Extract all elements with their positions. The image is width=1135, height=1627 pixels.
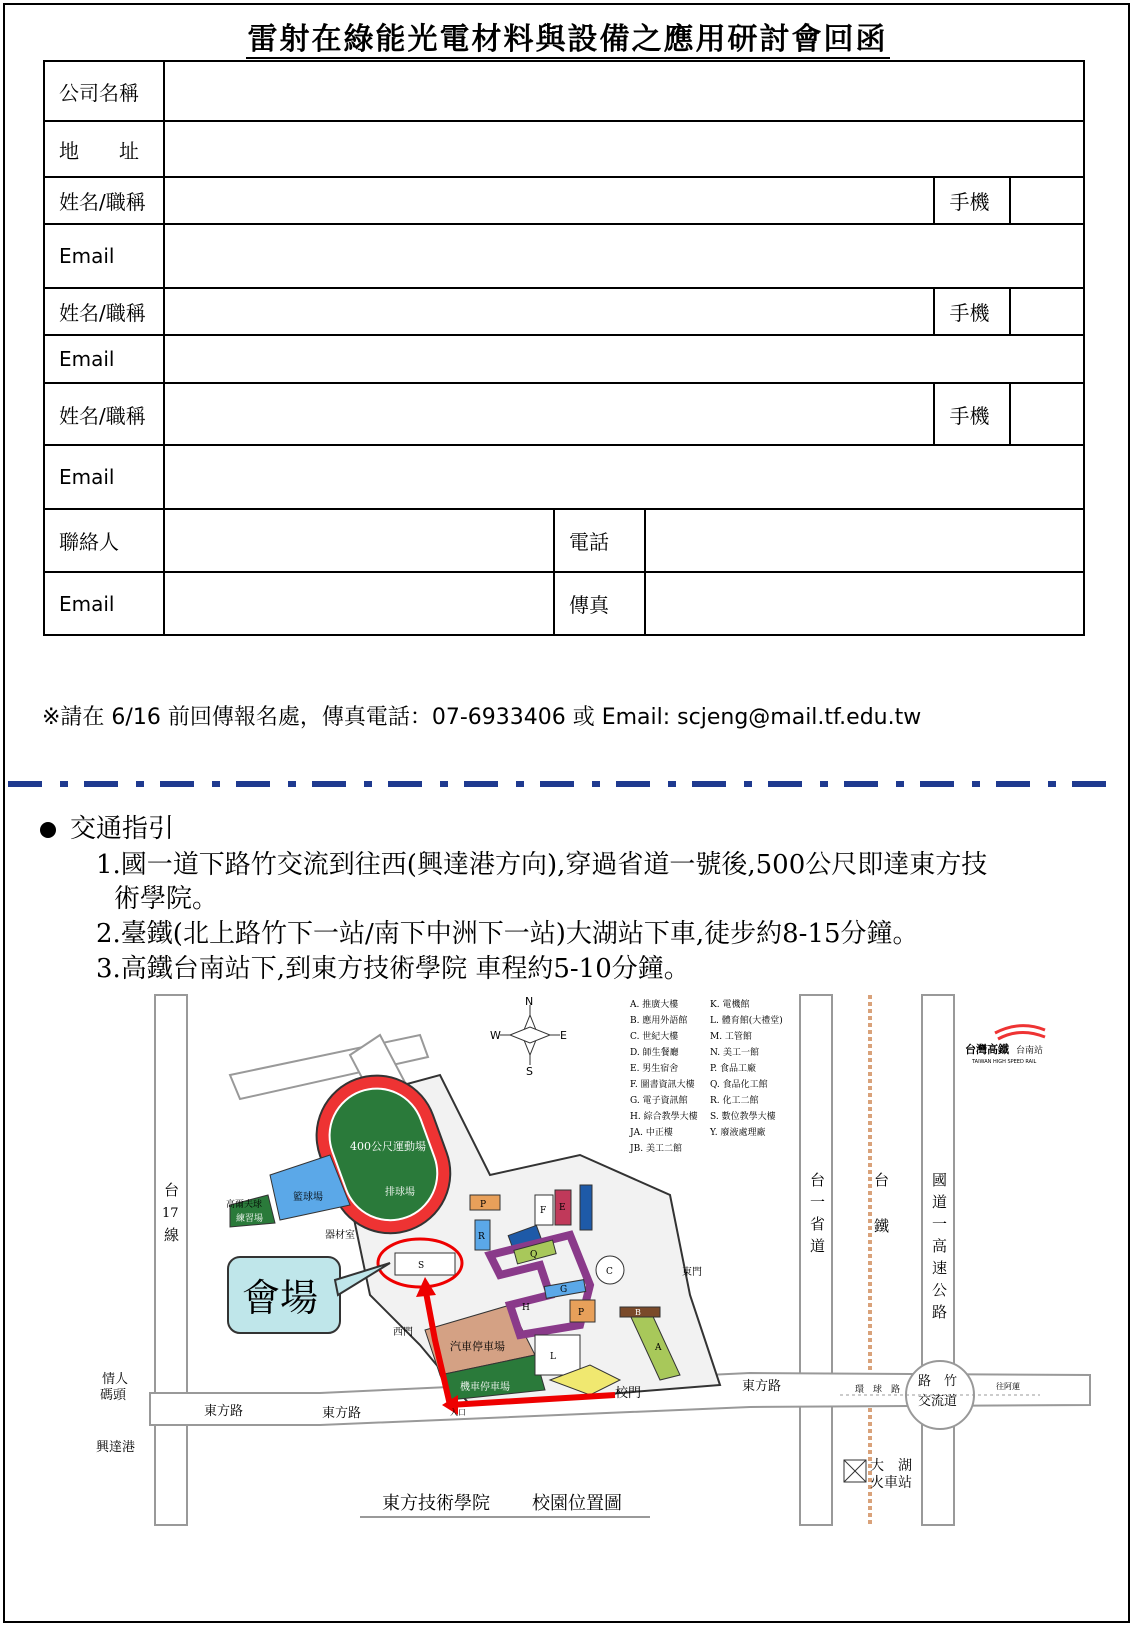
hwy-label-5: 速 (932, 1259, 948, 1277)
main-gate-label: 校門 (615, 1386, 642, 1401)
legend-item: P. 食品工廠 (710, 1064, 756, 1074)
road-17-label-2: 17 (162, 1206, 179, 1221)
west-gate-label: 西門 (393, 1327, 413, 1338)
building-f-label: F (540, 1206, 547, 1216)
registration-form (43, 60, 1085, 636)
hsr-logo-icon (995, 1026, 1045, 1039)
traffic-step-2: 2.臺鐵(北上路竹下一站/南下中洲下一站)大湖站下車,徒步約8-15分鐘。 (96, 919, 919, 949)
traffic-heading: 交通指引 (40, 808, 174, 845)
email-label-1: Email (44, 224, 164, 288)
legend-item: H. 綜合教學大樓 (630, 1112, 698, 1122)
building-a-label: A (655, 1343, 662, 1353)
compass-icon (500, 1005, 560, 1065)
east-gate-label: 東門 (682, 1267, 702, 1278)
name-title-field-2[interactable] (164, 288, 934, 335)
road1-label-1: 台 (810, 1171, 826, 1189)
building-p-label: P (578, 1308, 585, 1318)
xingda-label: 興達港 (96, 1440, 136, 1455)
pier-label: 碼頭 (100, 1388, 127, 1403)
entrance-label: 入口 (450, 1408, 466, 1417)
building-p-top-label: P (480, 1200, 487, 1210)
hwy-label-4: 高 (932, 1237, 948, 1255)
traffic-step-1: 1.國一道下路竹交流到往西(興達港方向),穿過省道一號後,500公尺即達東方技 (96, 850, 988, 880)
road-17 (155, 995, 187, 1525)
building-g-label: G (560, 1285, 568, 1295)
building-q-label: Q (530, 1250, 538, 1260)
compass-e: E (560, 1029, 567, 1042)
mobile-field-3[interactable] (1010, 383, 1084, 445)
email-field-1[interactable] (164, 224, 1084, 288)
car-parking-label: 汽車停車場 (450, 1340, 505, 1353)
hsr-logo-text: 台灣高鐵 (965, 1043, 1009, 1056)
hsr-station-text: 台南站 (1016, 1046, 1044, 1056)
contact-field[interactable] (164, 509, 554, 572)
legend-item: A. 推廣大樓 (630, 1000, 679, 1010)
building-legend (629, 998, 783, 1154)
volleyball-label: 排球場 (385, 1187, 415, 1198)
fax-field[interactable] (645, 572, 1084, 635)
hwy-label-6: 公 (932, 1281, 948, 1299)
legend-item: M. 工管館 (710, 1032, 752, 1042)
road-17-label-1: 台 (164, 1181, 180, 1199)
legend-item: JA. 中正樓 (630, 1128, 673, 1138)
track-label: 400公尺運動場 (350, 1140, 426, 1153)
name-title-field-3[interactable] (164, 383, 934, 445)
hwy-label-7: 路 (932, 1303, 948, 1321)
hsr-en-text: TAIWAN HIGH SPEED RAIL (972, 1059, 1037, 1065)
venue-label: 會場 (242, 1276, 319, 1320)
email-field-2[interactable] (164, 335, 1084, 383)
dongfang-road-label-1: 東方路 (204, 1404, 244, 1419)
company-label: 公司名稱 (44, 61, 164, 121)
building-l (535, 1335, 580, 1375)
building-b-label: B (635, 1308, 641, 1317)
interchange-label: 交流道 (918, 1394, 958, 1409)
equipment-label: 器材室 (325, 1230, 355, 1241)
road-provincial-1 (800, 995, 832, 1525)
legend-item: F. 圖書資訊大樓 (630, 1080, 695, 1090)
dongfang-road-label-2: 東方路 (322, 1406, 362, 1421)
dongfang-road-label-3: 東方路 (742, 1379, 782, 1394)
address-field[interactable] (164, 121, 1084, 177)
traffic-step-1-cont: 術學院。 (114, 884, 219, 914)
building-c-label: C (606, 1267, 613, 1277)
caption-map: 校園位置圖 (532, 1493, 622, 1514)
luzhu-label: 路 竹 (918, 1374, 958, 1389)
legend-item: K. 電機館 (710, 1000, 750, 1010)
hwy-label-2: 道 (932, 1193, 948, 1211)
rail-label-2: 鐵 (874, 1217, 890, 1235)
legend-item: G. 電子資訊館 (630, 1096, 688, 1106)
legend-item: Y. 廢液處理廠 (710, 1128, 766, 1138)
email-field-3[interactable] (164, 445, 1084, 509)
building-e-label: E (559, 1203, 566, 1213)
building-l-label: L (550, 1352, 556, 1362)
email-label-4: Email (44, 572, 164, 635)
legend-item: JB. 美工二館 (630, 1144, 682, 1154)
legend-item: D. 師生餐廳 (630, 1048, 679, 1058)
email-label-2: Email (44, 335, 164, 383)
legend-item: B. 應用外語館 (630, 1016, 688, 1026)
name-title-label-1: 姓名/職稱 (44, 177, 164, 224)
road1-label-3: 省 (810, 1215, 826, 1233)
rail-label-1: 台 (874, 1171, 890, 1189)
traffic-step-3: 3.高鐵台南站下,到東方技術學院 車程約5-10分鐘。 (96, 954, 690, 984)
legend-item: L. 體育館(大禮堂) (710, 1016, 783, 1026)
hwy-label-3: 一 (932, 1215, 948, 1233)
to-alian-label: 往阿蓮 (996, 1382, 1020, 1391)
name-title-label-3: 姓名/職稱 (44, 383, 164, 445)
legend-item: R. 化工二館 (710, 1096, 759, 1106)
dahu-label-1: 大 湖 (870, 1458, 912, 1474)
ring-road-label: 環 球 路 (855, 1385, 901, 1395)
phone-field[interactable] (645, 509, 1084, 572)
legend-item: N. 美工一館 (710, 1048, 760, 1058)
address-label: 地 址 (44, 121, 164, 177)
campus-map (96, 995, 1090, 1525)
mobile-label-3: 手機 (934, 383, 1010, 445)
compass-s: S (526, 1065, 533, 1078)
contact-label: 聯絡人 (44, 509, 164, 572)
email-field-4[interactable] (164, 572, 554, 635)
road1-label-4: 道 (810, 1237, 826, 1255)
compass-n: N (525, 995, 534, 1008)
building-h-label: H (522, 1303, 530, 1313)
legend-item: S. 數位教學大樓 (710, 1112, 776, 1122)
caption-school: 東方技術學院 (382, 1493, 490, 1514)
golf-label-2: 練習場 (236, 1214, 264, 1224)
mobile-label-1: 手機 (934, 177, 1010, 224)
page-title: 雷射在綠能光電材料與設備之應用研討會回函 (247, 22, 888, 57)
building-blue-east (580, 1185, 592, 1230)
dashed-divider (8, 781, 1123, 787)
fax-label: 傳真 (554, 572, 645, 635)
moto-parking-label: 機車停車場 (460, 1382, 510, 1393)
legend-item: C. 世紀大樓 (630, 1032, 679, 1042)
building-r-label: R (478, 1232, 485, 1242)
legend-item: Q. 食品化工館 (710, 1080, 768, 1090)
building-s (395, 1253, 455, 1275)
legend-item: E. 男生宿舍 (630, 1064, 679, 1074)
road1-label-2: 一 (810, 1193, 826, 1211)
phone-label: 電話 (554, 509, 645, 572)
name-title-label-2: 姓名/職稱 (44, 288, 164, 335)
return-note: ※請在 6/16 前回傳報名處，傳真電話：07-6933406 或 Email: scjeng@mail.tf.edu.tw (42, 705, 922, 730)
bullet-icon (40, 822, 56, 838)
company-field[interactable] (164, 61, 1084, 121)
compass-w: W (490, 1029, 501, 1042)
mobile-field-2[interactable] (1010, 288, 1084, 335)
road-17-label-3: 線 (164, 1226, 180, 1244)
mobile-field-1[interactable] (1010, 177, 1084, 224)
lover-label: 情人 (102, 1372, 129, 1387)
mobile-label-2: 手機 (934, 288, 1010, 335)
dahu-label-2: 火車站 (870, 1475, 912, 1491)
golf-label-1: 高爾夫球 (226, 1200, 263, 1210)
basketball-label: 籃球場 (293, 1192, 323, 1203)
email-label-3: Email (44, 445, 164, 509)
name-title-field-1[interactable] (164, 177, 934, 224)
building-s-label: S (418, 1261, 425, 1271)
hwy-label-1: 國 (932, 1171, 948, 1189)
